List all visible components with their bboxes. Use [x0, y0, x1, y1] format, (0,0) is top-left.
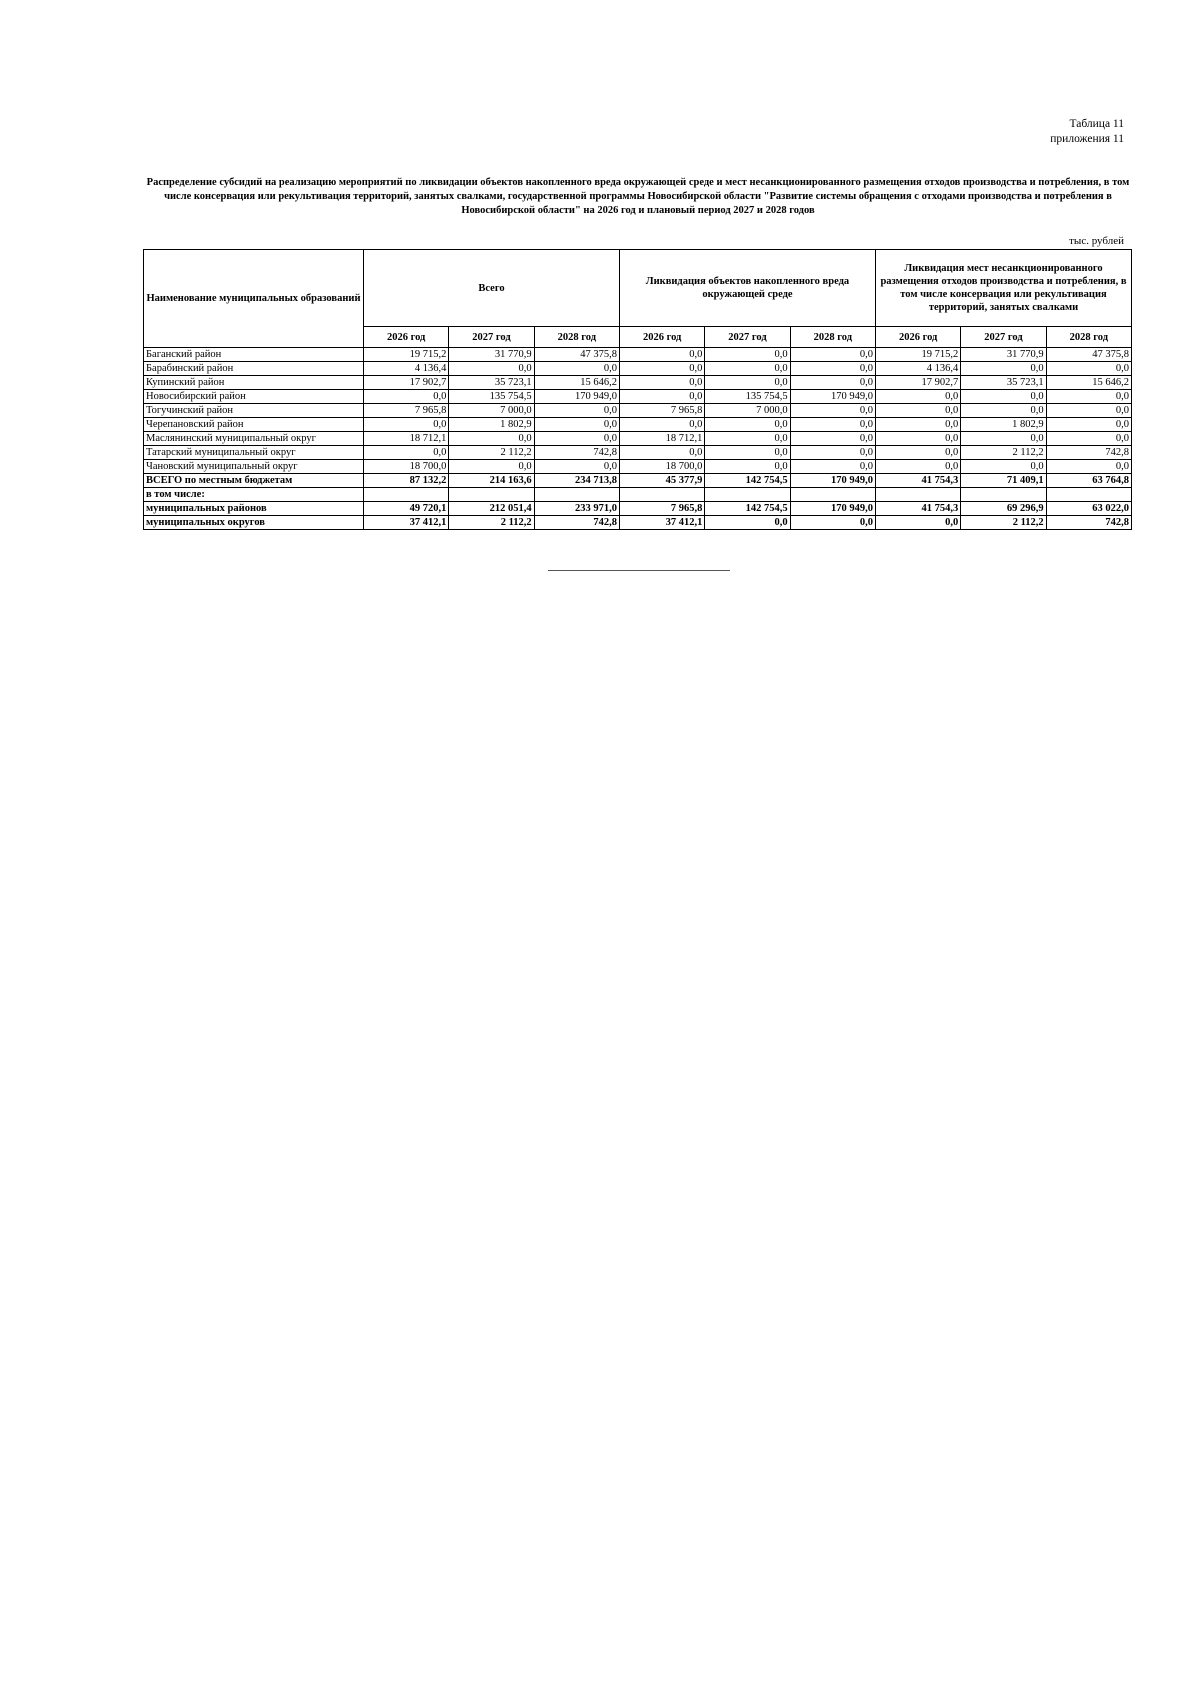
- row-name: Татарский муниципальный округ: [144, 446, 364, 460]
- value-cell: 0,0: [961, 404, 1046, 418]
- value-cell: 0,0: [534, 418, 619, 432]
- value-cell: 0,0: [449, 460, 534, 474]
- value-cell: 142 754,5: [705, 474, 790, 488]
- value-cell: 0,0: [790, 432, 875, 446]
- value-cell: 71 409,1: [961, 474, 1046, 488]
- value-cell: 0,0: [364, 390, 449, 404]
- table-row: [144, 516, 1132, 530]
- header-year: 2028 год: [534, 327, 619, 348]
- row-name: муниципальных округов: [144, 516, 364, 530]
- value-cell: 742,8: [1046, 516, 1131, 530]
- header-group-unauthorized-dumps: Ликвидация мест несанкционированного размещения отходов производства и потребления, в том числе консервация или рекультивация территорий, занятых свалками: [875, 250, 1131, 327]
- value-cell: 63 022,0: [1046, 502, 1131, 516]
- header-year: 2026 год: [619, 327, 704, 348]
- value-cell: 69 296,9: [961, 502, 1046, 516]
- including-label: в том числе:: [144, 488, 364, 502]
- value-cell: 0,0: [705, 418, 790, 432]
- value-cell: 7 000,0: [449, 404, 534, 418]
- value-cell: 49 720,1: [364, 502, 449, 516]
- subsidy-table: [143, 249, 1132, 530]
- value-cell: 19 715,2: [364, 348, 449, 362]
- value-cell: 170 949,0: [790, 390, 875, 404]
- table-caption: [1050, 117, 1124, 147]
- row-name: Чановский муниципальный округ: [144, 460, 364, 474]
- value-cell: 1 802,9: [961, 418, 1046, 432]
- value-cell: 15 646,2: [1046, 376, 1131, 390]
- value-cell: 41 754,3: [875, 502, 960, 516]
- value-cell: 170 949,0: [790, 502, 875, 516]
- value-cell: 0,0: [790, 348, 875, 362]
- value-cell: 63 764,8: [1046, 474, 1131, 488]
- value-cell: 742,8: [1046, 446, 1131, 460]
- value-cell: 0,0: [790, 516, 875, 530]
- row-name: Маслянинский муниципальный округ: [144, 432, 364, 446]
- empty-cell: [364, 488, 449, 502]
- value-cell: 0,0: [364, 446, 449, 460]
- header-year: 2028 год: [790, 327, 875, 348]
- value-cell: 47 375,8: [1046, 348, 1131, 362]
- value-cell: 0,0: [790, 446, 875, 460]
- value-cell: 15 646,2: [534, 376, 619, 390]
- table-row: [144, 362, 1132, 376]
- value-cell: 0,0: [364, 418, 449, 432]
- table-row: [144, 460, 1132, 474]
- value-cell: 0,0: [619, 348, 704, 362]
- value-cell: 0,0: [1046, 362, 1131, 376]
- row-name: Тогучинский район: [144, 404, 364, 418]
- header-year: 2026 год: [875, 327, 960, 348]
- table-row: [144, 432, 1132, 446]
- value-cell: 142 754,5: [705, 502, 790, 516]
- value-cell: 0,0: [875, 516, 960, 530]
- header-year: 2027 год: [449, 327, 534, 348]
- value-cell: 0,0: [790, 404, 875, 418]
- header-group-total: Всего: [364, 250, 620, 327]
- table-row: [144, 348, 1132, 362]
- value-cell: 233 971,0: [534, 502, 619, 516]
- value-cell: 31 770,9: [449, 348, 534, 362]
- table-row: [144, 502, 1132, 516]
- value-cell: 45 377,9: [619, 474, 704, 488]
- value-cell: 18 700,0: [619, 460, 704, 474]
- value-cell: 2 112,2: [449, 446, 534, 460]
- value-cell: 0,0: [705, 460, 790, 474]
- document-title: Распределение субсидий на реализацию мероприятий по ликвидации объектов накопленного вреда окружающей среде и мест несанкционированного размещения отходов производства и потребления, в том числе консервация или рекультивация территорий, занятых свалками, государственной программы Новосибирской области "Развитие системы обращения с отходами производства и потребления в Новосибирской области" на 2026 год и плановый период 2027 и 2028 годов: [146, 177, 1130, 216]
- value-cell: 0,0: [875, 404, 960, 418]
- value-cell: 2 112,2: [961, 516, 1046, 530]
- value-cell: 0,0: [1046, 404, 1131, 418]
- value-cell: 0,0: [790, 376, 875, 390]
- value-cell: 17 902,7: [875, 376, 960, 390]
- value-cell: 135 754,5: [449, 390, 534, 404]
- value-cell: 135 754,5: [705, 390, 790, 404]
- empty-cell: [790, 488, 875, 502]
- end-divider: [548, 570, 730, 571]
- value-cell: 37 412,1: [364, 516, 449, 530]
- row-name: Черепановский район: [144, 418, 364, 432]
- empty-cell: [449, 488, 534, 502]
- row-name: Купинский район: [144, 376, 364, 390]
- empty-cell: [619, 488, 704, 502]
- empty-cell: [1046, 488, 1131, 502]
- header-year: 2027 год: [961, 327, 1046, 348]
- value-cell: 2 112,2: [449, 516, 534, 530]
- value-cell: 0,0: [1046, 390, 1131, 404]
- value-cell: 0,0: [875, 390, 960, 404]
- value-cell: 0,0: [449, 432, 534, 446]
- units-label: тыс. рублей: [1069, 235, 1124, 247]
- value-cell: 0,0: [961, 390, 1046, 404]
- value-cell: 2 112,2: [961, 446, 1046, 460]
- table-row: [144, 488, 1132, 502]
- table-body: [144, 348, 1132, 530]
- value-cell: 41 754,3: [875, 474, 960, 488]
- table-row: [144, 474, 1132, 488]
- value-cell: 0,0: [705, 376, 790, 390]
- value-cell: 0,0: [875, 432, 960, 446]
- value-cell: 212 051,4: [449, 502, 534, 516]
- value-cell: 31 770,9: [961, 348, 1046, 362]
- value-cell: 37 412,1: [619, 516, 704, 530]
- value-cell: 214 163,6: [449, 474, 534, 488]
- empty-cell: [875, 488, 960, 502]
- value-cell: 0,0: [961, 460, 1046, 474]
- row-name: ВСЕГО по местным бюджетам: [144, 474, 364, 488]
- value-cell: 19 715,2: [875, 348, 960, 362]
- value-cell: 0,0: [1046, 418, 1131, 432]
- value-cell: 7 965,8: [619, 404, 704, 418]
- value-cell: 0,0: [705, 516, 790, 530]
- table-row: [144, 418, 1132, 432]
- value-cell: 18 712,1: [364, 432, 449, 446]
- value-cell: 0,0: [705, 446, 790, 460]
- value-cell: 0,0: [619, 390, 704, 404]
- value-cell: 1 802,9: [449, 418, 534, 432]
- value-cell: 0,0: [534, 432, 619, 446]
- value-cell: 170 949,0: [790, 474, 875, 488]
- value-cell: 35 723,1: [961, 376, 1046, 390]
- table-row: [144, 446, 1132, 460]
- header-name: Наименование муниципальных образований: [144, 250, 364, 348]
- value-cell: 0,0: [534, 404, 619, 418]
- value-cell: 0,0: [534, 362, 619, 376]
- value-cell: 4 136,4: [875, 362, 960, 376]
- value-cell: 170 949,0: [534, 390, 619, 404]
- value-cell: 0,0: [961, 432, 1046, 446]
- value-cell: 0,0: [705, 432, 790, 446]
- header-group-accumulated-harm: Ликвидация объектов накопленного вреда окружающей среде: [619, 250, 875, 327]
- appendix-number: приложения 11: [1050, 133, 1124, 145]
- value-cell: 7 000,0: [705, 404, 790, 418]
- value-cell: 234 713,8: [534, 474, 619, 488]
- value-cell: 0,0: [1046, 432, 1131, 446]
- header-year: 2026 год: [364, 327, 449, 348]
- row-name: Баганский район: [144, 348, 364, 362]
- value-cell: 0,0: [790, 362, 875, 376]
- row-name: муниципальных районов: [144, 502, 364, 516]
- value-cell: 0,0: [449, 362, 534, 376]
- value-cell: 7 965,8: [364, 404, 449, 418]
- value-cell: 0,0: [875, 418, 960, 432]
- empty-cell: [705, 488, 790, 502]
- value-cell: 0,0: [705, 348, 790, 362]
- value-cell: 0,0: [534, 460, 619, 474]
- value-cell: 0,0: [790, 418, 875, 432]
- value-cell: 18 700,0: [364, 460, 449, 474]
- value-cell: 0,0: [961, 362, 1046, 376]
- value-cell: 0,0: [875, 446, 960, 460]
- value-cell: 0,0: [619, 376, 704, 390]
- value-cell: 87 132,2: [364, 474, 449, 488]
- value-cell: 742,8: [534, 446, 619, 460]
- empty-cell: [534, 488, 619, 502]
- header-year: 2027 год: [705, 327, 790, 348]
- table-row: [144, 376, 1132, 390]
- value-cell: 17 902,7: [364, 376, 449, 390]
- value-cell: 47 375,8: [534, 348, 619, 362]
- value-cell: 0,0: [705, 362, 790, 376]
- value-cell: 0,0: [1046, 460, 1131, 474]
- table-row: [144, 390, 1132, 404]
- value-cell: 18 712,1: [619, 432, 704, 446]
- value-cell: 4 136,4: [364, 362, 449, 376]
- table-number: Таблица 11: [1069, 118, 1124, 130]
- value-cell: 0,0: [875, 460, 960, 474]
- value-cell: 0,0: [790, 460, 875, 474]
- value-cell: 0,0: [619, 362, 704, 376]
- value-cell: 742,8: [534, 516, 619, 530]
- value-cell: 7 965,8: [619, 502, 704, 516]
- row-name: Барабинский район: [144, 362, 364, 376]
- value-cell: 35 723,1: [449, 376, 534, 390]
- row-name: Новосибирский район: [144, 390, 364, 404]
- table-row: [144, 404, 1132, 418]
- value-cell: 0,0: [619, 418, 704, 432]
- value-cell: 0,0: [619, 446, 704, 460]
- header-year: 2028 год: [1046, 327, 1131, 348]
- empty-cell: [961, 488, 1046, 502]
